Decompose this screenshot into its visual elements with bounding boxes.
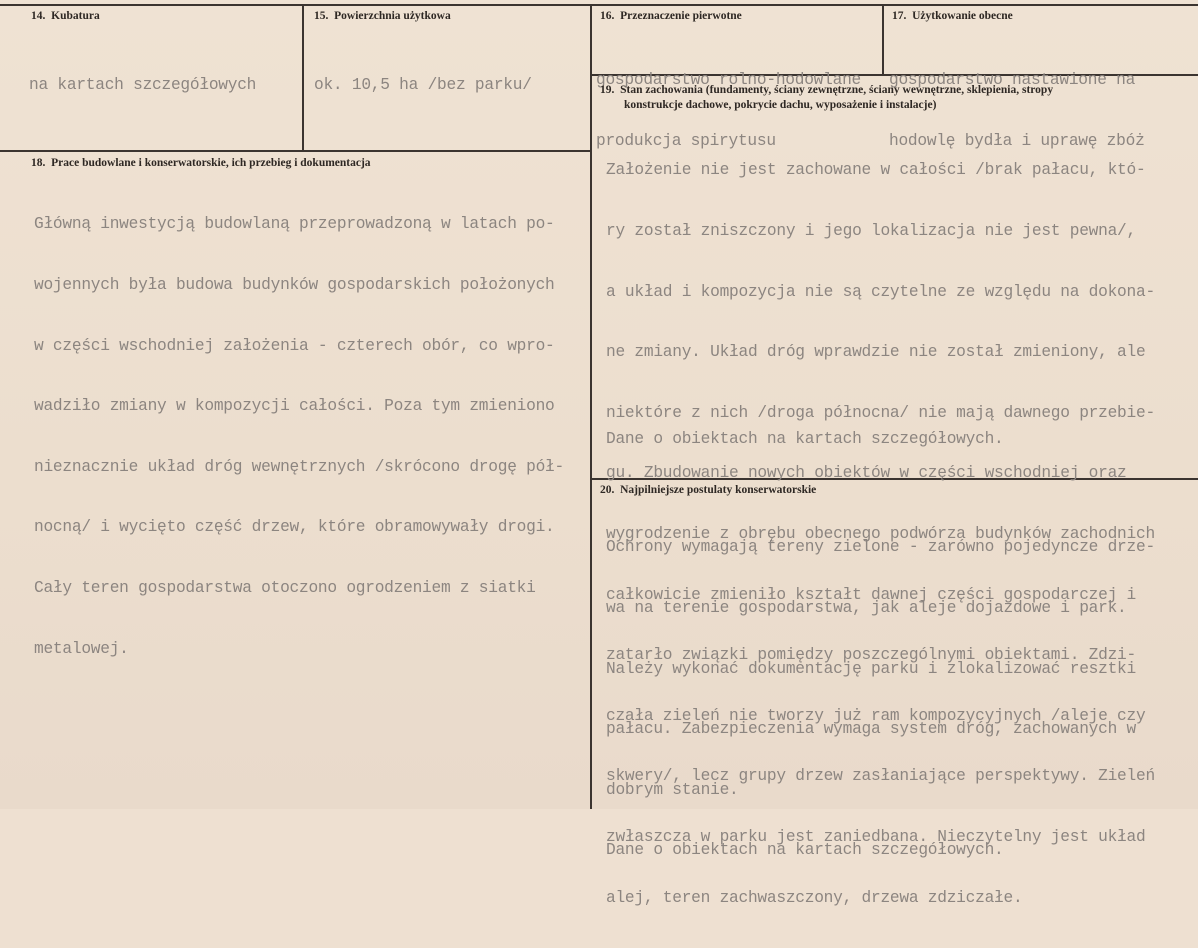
field-15-value: [314, 35, 532, 136]
field-18-line: wadziło zmiany w kompozycji całości. Poza tym zmieniono: [34, 397, 555, 416]
field-19-line: ry został zniszczony i jego lokalizacja nie jest pewna/,: [606, 222, 1136, 240]
field-19-label-cont: konstrukcje dachowe, pokrycie dachu, wyposażenie i instalacje): [624, 99, 937, 111]
field-19-line: Założenie nie jest zachowane w całości /brak pałacu, któ-: [606, 161, 1146, 180]
center-divider: [590, 4, 592, 809]
field-18-line: w części wschodniej założenia - czterech obór, co wpro-: [34, 336, 555, 355]
field-16-line: gospodarstwo rolno-hodowlane: [596, 71, 861, 90]
field-18-label: 18. Prace budowlane i konserwatorskie, ich przebieg i dokumentacja: [31, 157, 371, 169]
field-19-line: wygrodzenie z obrębu obecnego podwórza budynków zachodnich: [606, 524, 1155, 543]
field-19-line: niektóre z nich /droga północna/ nie mają dawnego przebie-: [606, 403, 1155, 422]
top-rule: [0, 4, 1198, 6]
field-19-line: czała zieleń nie tworzy już ram kompozycyjnych /aleje czy: [606, 706, 1146, 725]
field-14-value: [29, 35, 256, 136]
field-17-line: hodowlę bydła i uprawę zbóż: [889, 132, 1145, 150]
field-18-value: [34, 174, 564, 699]
field-19-line: zatarło związki pomiędzy poszczególnymi obiektami. Zdzi-: [606, 646, 1136, 665]
field-18-line: nocną/ i wycięto część drzew, które obramowywały drogi.: [34, 518, 555, 537]
field-19-note-line: Dane o obiektach na kartach szczegółowych.: [606, 430, 1004, 449]
field-20-line: dobrym stanie.: [606, 780, 739, 799]
rule-under-14-15: [0, 150, 592, 152]
field-19-line: zwłaszcza w parku jest zaniedbana. Nieczytelny jest układ: [606, 827, 1146, 846]
field-20-line: wa na terenie gospodarstwa, jak aleje dojazdowe i park.: [606, 599, 1127, 617]
field-18-line: nieznacznie układ dróg wewnętrznych /skrócono drogę pół-: [34, 457, 564, 476]
field-15-label: 15. Powierzchnia użytkowa: [314, 10, 451, 22]
field-19-line: gu. Zbudowanie nowych obiektów w części wschodniej oraz: [606, 464, 1127, 483]
field-15-line: ok. 10,5 ha /bez parku/: [314, 76, 532, 95]
field-20-value: [606, 497, 1155, 901]
field-18-line: Cały teren gospodarstwa otoczono ogrodzeniem z siatki: [34, 578, 536, 597]
field-20-label: 20. Najpilniejsze postulaty konserwatorskie: [600, 484, 817, 496]
field-19-line: alej, teren zachwaszczony, drzewa zdziczałe.: [606, 888, 1023, 907]
field-16-line: produkcja spirytusu: [596, 132, 776, 150]
field-20-line: Dane o obiektach na kartach szczegółowych.: [606, 841, 1004, 860]
field-19-line: a układ i kompozycja nie są czytelne ze względu na dokona-: [606, 282, 1155, 301]
field-16-label: 16. Przeznaczenie pierwotne: [600, 10, 742, 22]
field-18-line: wojennych była budowa budynków gospodarskich położonych: [34, 276, 555, 294]
field-14-line: na kartach szczegółowych: [29, 76, 257, 95]
field-18-line: Główną inwestycją budowlaną przeprowadzoną w latach po-: [34, 215, 555, 234]
field-20-line: pałacu. Zabezpieczenia wymaga system dróg, zachowanych w: [606, 720, 1136, 739]
field-17-label: 17. Użytkowanie obecne: [892, 10, 1013, 22]
field-18-line: metalowej.: [34, 639, 129, 658]
field-17-line: gospodarstwo nastawione na: [889, 71, 1136, 90]
field-19-line: całkowicie zmieniło kształt dawnej części gospodarczej i: [606, 585, 1136, 604]
field-20-line: Należy wykonać dokumentację parku i zlokalizować resztki: [606, 659, 1136, 678]
field-19-label: 19. Stan zachowania (fundamenty, ściany zewnętrzne, ściany wewnętrzne, sklepienia, stropy: [600, 84, 1054, 96]
field-19-line: ne zmiany. Układ dróg wprawdzie nie został zmieniony, ale: [606, 343, 1146, 362]
field-19-line: skwery/, lecz grupy drzew zasłaniające perspektywy. Zieleń: [606, 767, 1155, 786]
field-19-note: [606, 389, 1004, 490]
field-14-label: 14. Kubatura: [31, 10, 100, 22]
divider-16-17: [882, 4, 884, 74]
field-20-line: Ochrony wymagają tereny zielone - zarówno pojedyncze drze-: [606, 538, 1155, 557]
divider-14-15: [302, 4, 304, 150]
